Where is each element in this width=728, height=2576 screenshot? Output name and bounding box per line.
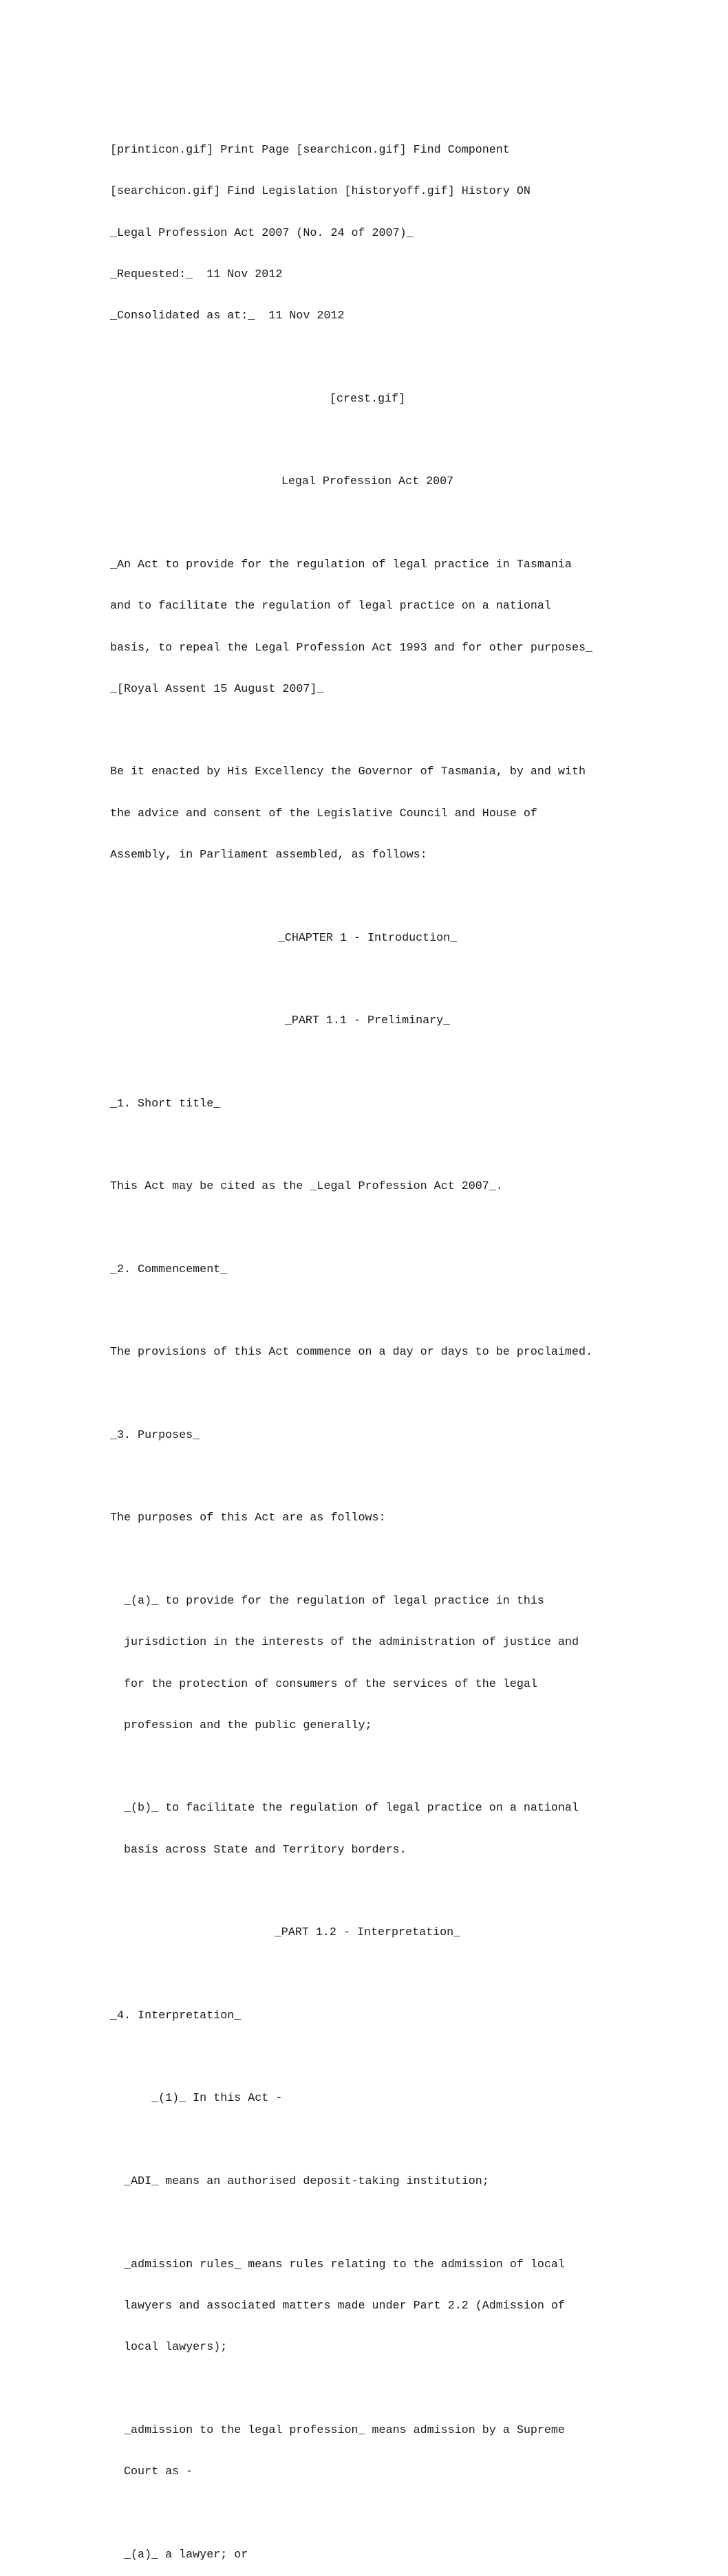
spacer (110, 2216, 716, 2230)
act-title-line: _Legal Profession Act 2007 (No. 24 of 2007)_ (110, 226, 414, 240)
toolbar-links-line-1[interactable]: [printicon.gif] Print Page [searchicon.gif] Find Component (110, 144, 510, 157)
spacer (110, 2134, 716, 2148)
spacer (110, 724, 716, 738)
section-text: This Act may be cited as the _Legal Profession Act 2007_. (110, 1180, 503, 1194)
paragraph-line: _(b)_ to facilitate the regulation of legal practice on a national (110, 1802, 579, 1815)
long-title-line: _An Act to provide for the regulation of legal practice in Tasmania (110, 558, 572, 571)
spacer (110, 1470, 716, 1484)
long-title-line: and to facilitate the regulation of legal practice on a national (110, 600, 551, 613)
enacting-line: Assembly, in Parliament assembled, as follows: (110, 848, 427, 862)
spacer (110, 1305, 716, 1318)
royal-assent-line: _[Royal Assent 15 August 2007]_ (110, 682, 324, 696)
spacer (110, 1388, 716, 1401)
definition-line: local lawyers); (110, 2341, 228, 2355)
spacer (110, 2382, 716, 2396)
section-text: The provisions of this Act commence on a day or days to be proclaimed. (110, 1346, 592, 1360)
paragraph-line: profession and the public generally; (110, 1718, 372, 1732)
section-heading: _4. Interpretation_ (110, 2009, 242, 2022)
document-title: Legal Profession Act 2007 (281, 475, 454, 489)
spacer (110, 517, 716, 531)
spacer (110, 890, 716, 904)
spacer (110, 1056, 716, 1069)
spacer (110, 2051, 716, 2064)
enacting-line: the advice and consent of the Legislative Council and House of (110, 807, 537, 820)
legislation-document (110, 116, 716, 2576)
enacting-line: Be it enacted by His Excellency the Governor of Tasmania, by and with (110, 765, 586, 779)
spacer (110, 973, 716, 987)
paragraph-line: for the protection of consumers of the services of the legal (110, 1677, 537, 1691)
requested-date: _Requested:_ 11 Nov 2012 (110, 268, 283, 282)
spacer (110, 1553, 716, 1567)
part-heading: _PART 1.2 - Interpretation_ (274, 1926, 461, 1940)
spacer (110, 1760, 716, 1774)
spacer (110, 1968, 716, 1982)
section-heading: _3. Purposes_ (110, 1428, 200, 1442)
spacer (110, 351, 716, 365)
spacer (110, 1885, 716, 1899)
definition-line: _(a)_ a lawyer; or (110, 2548, 248, 2562)
section-heading: _1. Short title_ (110, 1097, 221, 1111)
spacer (110, 434, 716, 448)
paragraph-line: jurisdiction in the interests of the administration of justice and (110, 1636, 579, 1650)
definition-line: _ADI_ means an authorised deposit-taking institution; (110, 2174, 489, 2188)
section-heading: _2. Commencement_ (110, 1263, 228, 1276)
section-text: The purposes of this Act are as follows: (110, 1511, 386, 1525)
definition-line: _admission rules_ means rules relating to the admission of local (110, 2258, 565, 2271)
definition-line: lawyers and associated matters made under Part 2.2 (Admission of (110, 2299, 565, 2313)
long-title-line: basis, to repeal the Legal Profession Act 1993 and for other purposes_ (110, 641, 592, 655)
subsection-line: _(1)_ In this Act - (110, 2092, 283, 2106)
spacer (110, 1139, 716, 1153)
paragraph-line: basis across State and Territory borders. (110, 1843, 407, 1857)
spacer (110, 2507, 716, 2520)
definition-line: _admission to the legal profession_ means admission by a Supreme (110, 2423, 565, 2437)
part-heading: _PART 1.1 - Preliminary_ (284, 1014, 451, 1028)
definition-line: Court as - (110, 2465, 193, 2478)
toolbar-links-line-2[interactable]: [searchicon.gif] Find Legislation [historyoff.gif] History ON (110, 185, 531, 199)
spacer (110, 1222, 716, 1236)
paragraph-line: _(a)_ to provide for the regulation of legal practice in this (110, 1595, 544, 1608)
chapter-heading: _CHAPTER 1 - Introduction_ (277, 931, 458, 945)
crest-image-placeholder: [crest.gif] (329, 392, 406, 406)
consolidated-date: _Consolidated as at:_ 11 Nov 2012 (110, 309, 345, 323)
